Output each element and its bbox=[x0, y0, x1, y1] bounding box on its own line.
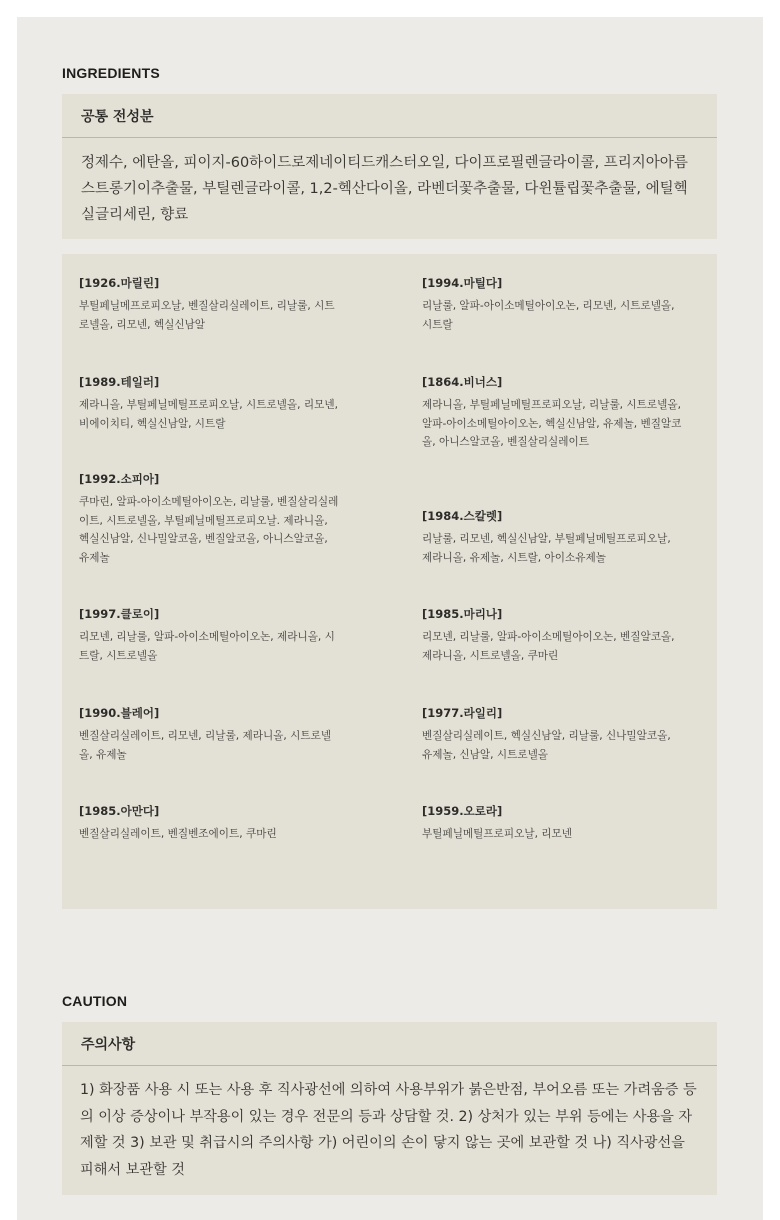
perfume-name: [1997.클로이] bbox=[79, 607, 160, 621]
perfume-name: [1985.마리나] bbox=[422, 607, 503, 621]
perfume-ingredient-list: 벤질살리실레이트, 리모넨, 리날룰, 제라니올, 시트로넬올, 유제놀 bbox=[79, 730, 332, 761]
caution-title: 주의사항 bbox=[62, 1022, 717, 1066]
perfume-item bbox=[79, 804, 341, 844]
perfume-name: [1984.스칼렛] bbox=[422, 509, 503, 523]
ingredients-heading: INGREDIENTS bbox=[62, 65, 160, 81]
perfume-item bbox=[422, 804, 684, 844]
perfume-item bbox=[422, 607, 684, 665]
perfume-ingredient-list: 부틸페닐메틸프로피오날, 리모넨 bbox=[422, 828, 573, 840]
caution-text: 1) 화장품 사용 시 또는 사용 후 직사광선에 의하여 사용부위가 붉은반점, 부어오름 또는 가려움증 등의 이상 증상이나 부작용이 있는 경우 전문의 등과 상담할 것. 2) 상처가 있는 부위 등에는 사용을 자제할 것 3) 보관 및 취급시의 주의사항 가) 어린이의 손이 닿지 않는 곳에 보관할 것 나) 직사광선을 피해서 보관할 것 bbox=[80, 1082, 697, 1178]
perfume-item bbox=[422, 276, 684, 334]
perfume-ingredient-list: 벤질살리실레이트, 헥실신남알, 리날룰, 신나밀알코올, 유제놀, 신남알, 시트로넬올 bbox=[422, 730, 671, 761]
common-ingredients-text: 정제수, 에탄올, 피이지-60하이드로제네이티드캐스터오일, 다이프로필렌글라이콜, 프리지아아름스트롱기이추출물, 부틸렌글라이콜, 1,2-헥산다이올, 라벤더꽃추출물, 다윈튤립꽃추출물, 에틸헥실글리세린, 향료 bbox=[81, 155, 688, 223]
perfume-ingredients-panel bbox=[62, 254, 717, 909]
perfume-item bbox=[79, 276, 341, 334]
perfume-name: [1864.비너스] bbox=[422, 375, 503, 389]
perfume-ingredient-list: 벤질살리실레이트, 벤질벤조에이트, 쿠마린 bbox=[79, 828, 277, 840]
perfume-name: [1959.오로라] bbox=[422, 804, 503, 818]
perfume-name: [1989.테일러] bbox=[79, 375, 160, 389]
ingredients-page bbox=[17, 17, 763, 1220]
perfume-ingredient-list: 리날룰, 리모넨, 헥실신남알, 부틸페닐메틸프로피오날, 제라니올, 유제놀, 시트랄, 아이소유제놀 bbox=[422, 533, 671, 564]
perfume-name: [1977.라일리] bbox=[422, 706, 503, 720]
perfume-ingredient-list: 제라니올, 부틸페닐메틸프로피오날, 시트로넬올, 리모넨, 비에이치티, 헥실신남알, 시트랄 bbox=[79, 399, 338, 430]
caution-box bbox=[62, 1022, 717, 1195]
perfume-ingredient-list: 리날룰, 알파-아이소메틸아이오논, 리모넨, 시트로넬올, 시트랄 bbox=[422, 300, 675, 331]
common-ingredients-title: 공통 전성분 bbox=[62, 94, 717, 138]
perfume-ingredient-list: 부틸페닐메프로피오날, 벤질살리실레이트, 리날룰, 시트로넬올, 리모넨, 헥실신남알 bbox=[79, 300, 335, 331]
perfume-name: [1990.블레어] bbox=[79, 706, 160, 720]
perfume-name: [1985.아만다] bbox=[79, 804, 160, 818]
perfume-ingredient-list: 쿠마린, 알파-아이소메틸아이오논, 리날룰, 벤질살리실레이트, 시트로넬올, 부틸페닐메틸프로피오날. 제라니올, 헥실신남알, 신나밀알코올, 벤질알코올, 아니스알코올, 유제놀 bbox=[79, 496, 339, 564]
perfume-ingredient-list: 제라니올, 부틸페닐메틸프로피오날, 리날룰, 시트로넬올, 알파-아이소메틸아이오논, 헥실신남알, 유제놀, 벤질알코올, 아니스알코올, 벤질살리실레이트 bbox=[422, 399, 682, 448]
perfume-name: [1992.소피아] bbox=[79, 472, 160, 486]
perfume-ingredient-list: 리모넨, 리날룰, 알파-아이소메틸아이오논, 제라니올, 시트랄, 시트로넬올 bbox=[79, 631, 335, 662]
perfume-item bbox=[422, 509, 684, 567]
perfume-item bbox=[422, 706, 684, 764]
perfume-item bbox=[79, 472, 341, 567]
perfume-ingredient-list: 리모넨, 리날룰, 알파-아이소메틸아이오논, 벤질알코올, 제라니올, 시트로넬올, 쿠마린 bbox=[422, 631, 675, 662]
perfume-name: [1926.마릴린] bbox=[79, 276, 160, 290]
perfume-item bbox=[422, 375, 684, 452]
perfume-item bbox=[79, 706, 341, 764]
caution-heading: CAUTION bbox=[62, 993, 128, 1009]
perfume-name: [1994.마틸다] bbox=[422, 276, 503, 290]
perfume-item bbox=[79, 375, 341, 433]
perfume-item bbox=[79, 607, 341, 665]
common-ingredients-box bbox=[62, 94, 717, 239]
